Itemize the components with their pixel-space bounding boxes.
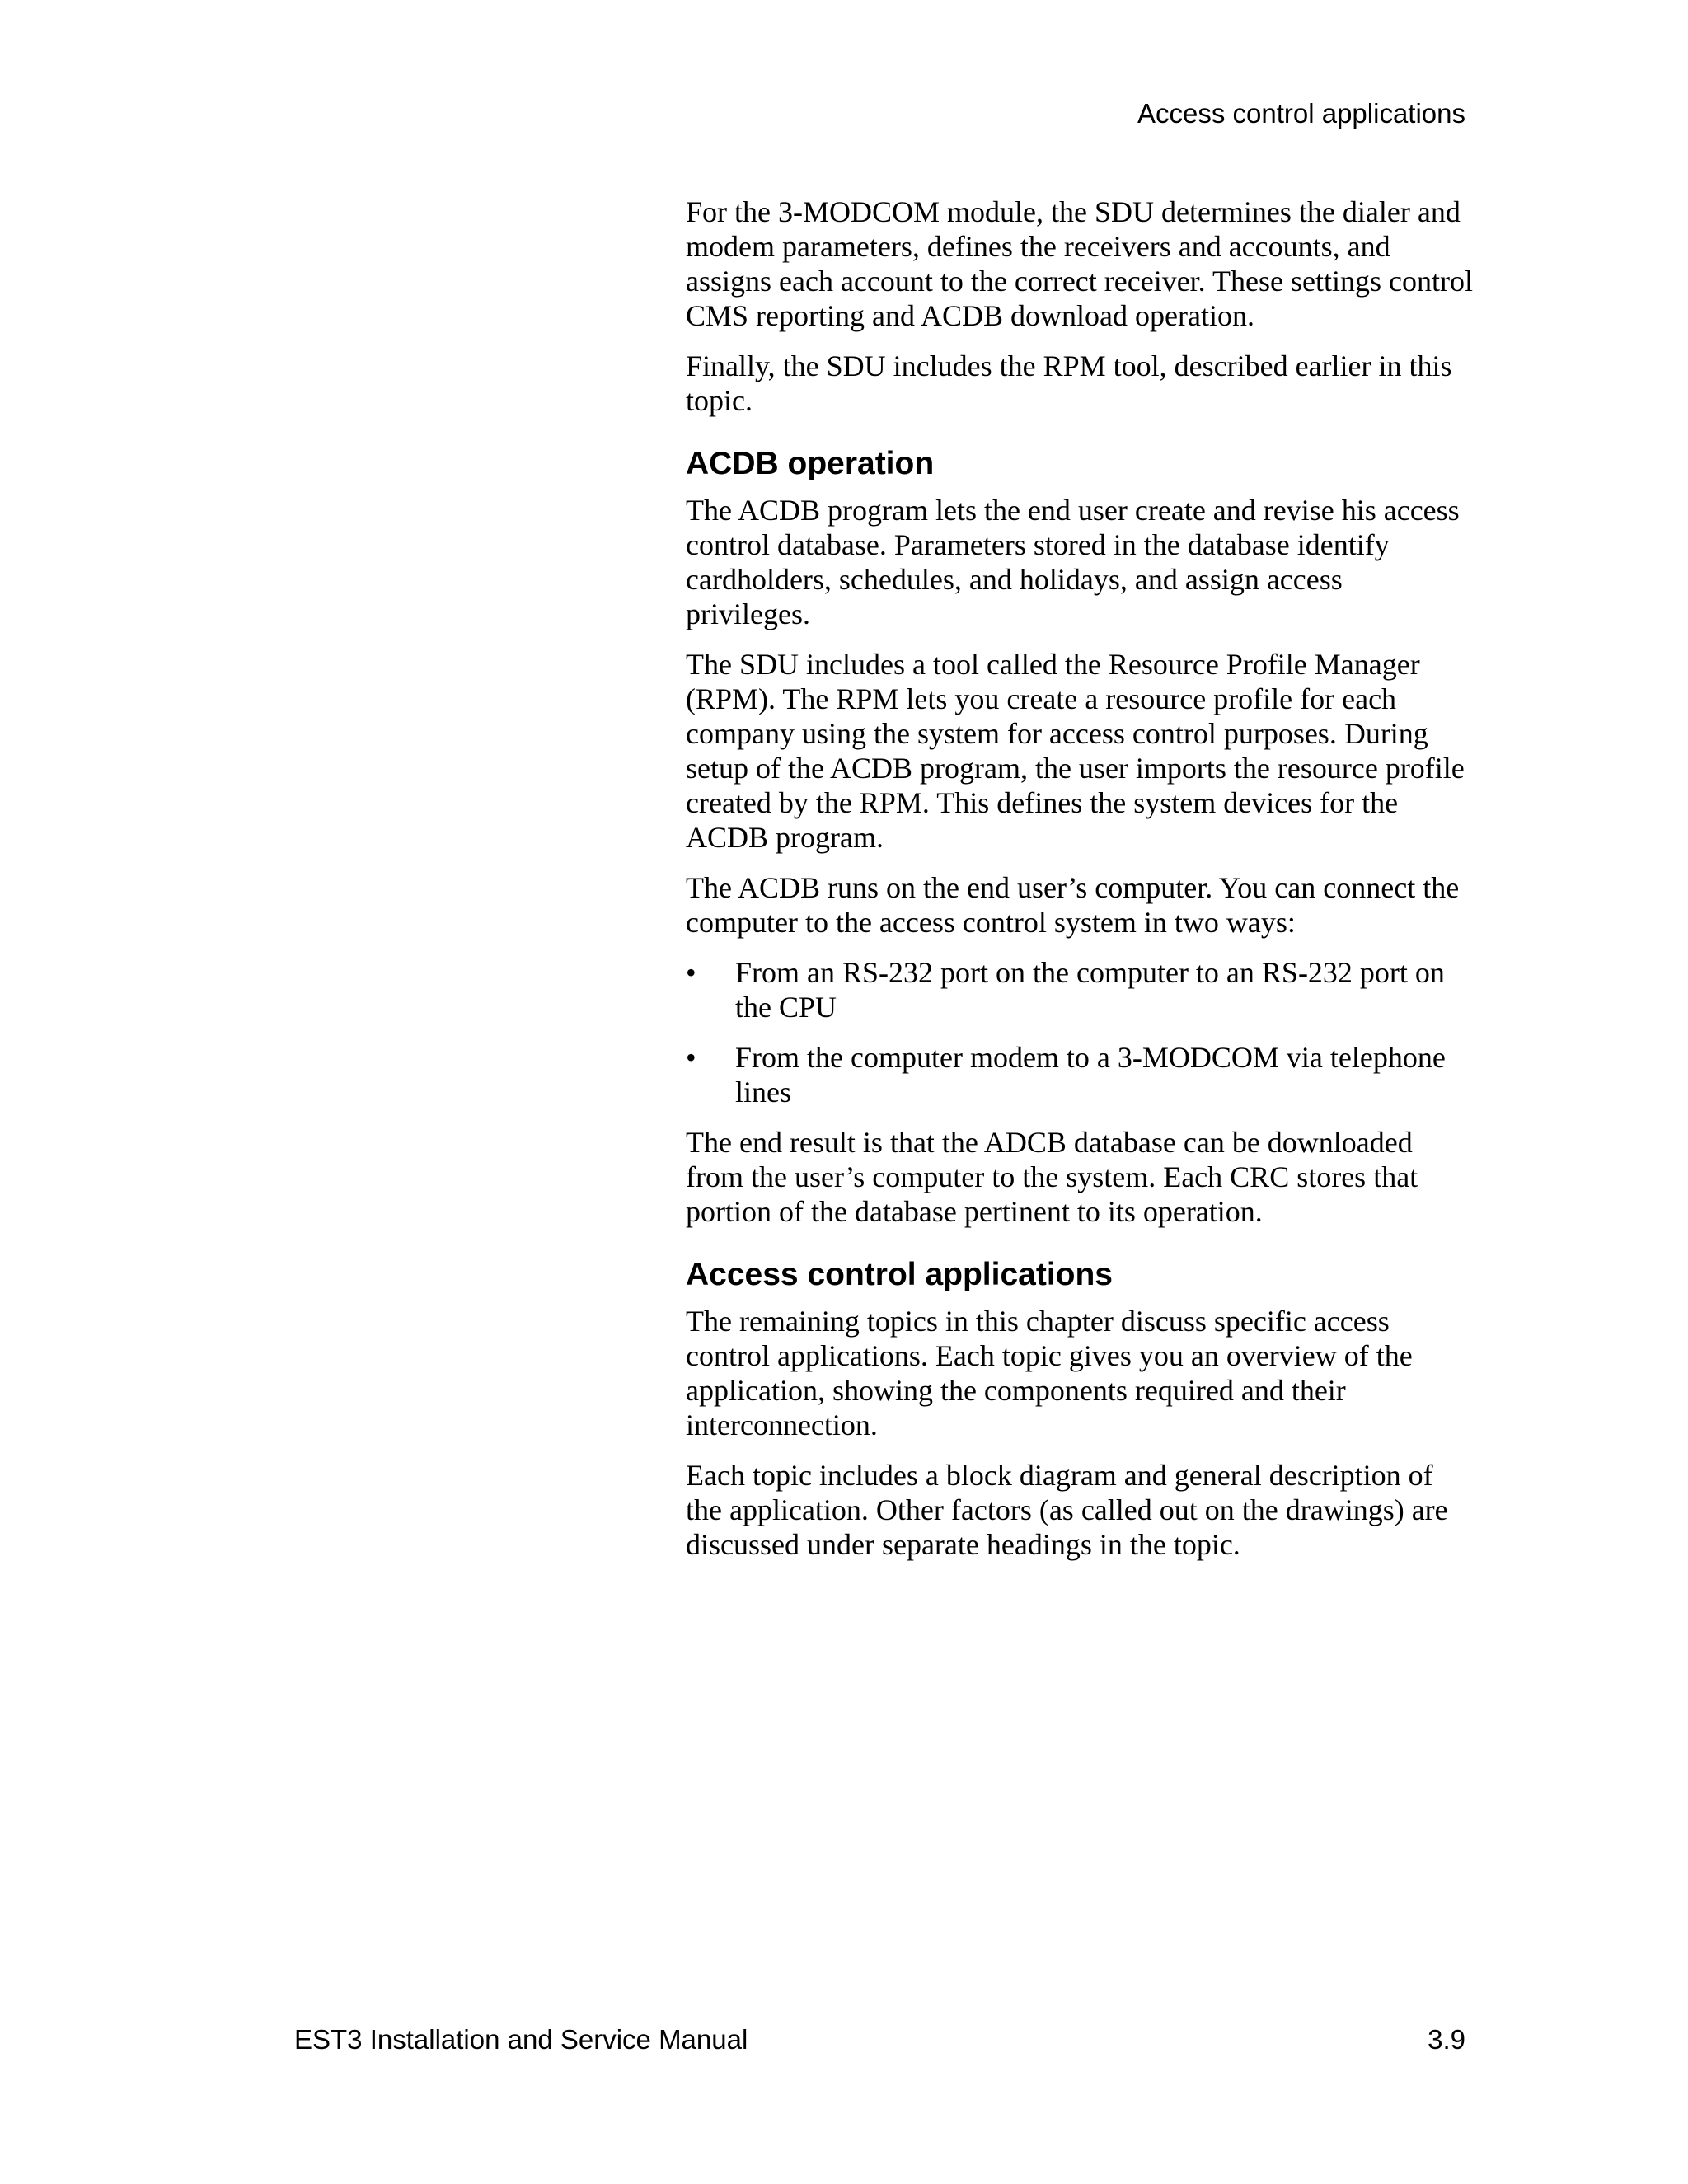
acdb-paragraph-1: The ACDB program lets the end user create and revise his access control database. Parameters stored in the database identify cardholders, schedules, and holidays, and assign access privileges. [686, 494, 1460, 630]
section-heading-access-control-applications: Access control applications [686, 1257, 1113, 1292]
list-item [686, 955, 1473, 1024]
acdb-paragraph-3: The ACDB runs on the end user’s computer. You can connect the computer to the access control system in two ways: [686, 871, 1460, 939]
section-heading-acdb-operation: ACDB operation [686, 446, 935, 481]
page-footer [294, 2023, 1465, 2056]
acdb-paragraph-2: The SDU includes a tool called the Resource Profile Manager (RPM). The RPM lets you create a resource profile for each company using the system for access control purposes. During setup of the ACDB program, the user imports the resource profile created by the RPM. This defines the system devices for the ACDB program. [686, 648, 1465, 854]
intro-paragraph-1: For the 3-MODCOM module, the SDU determines the dialer and modem parameters, defines the receivers and accounts, and assigns each account to the correct receiver. These settings control CMS reporting and ACDB download operation. [686, 195, 1473, 332]
bullet-icon: • [686, 1041, 696, 1074]
bullet-icon: • [686, 956, 696, 989]
running-header: Access control applications [1137, 98, 1465, 129]
list-item-text: From the computer modem to a 3-MODCOM via telephone lines [735, 1041, 1446, 1108]
applications-paragraph-1: The remaining topics in this chapter discuss specific access control applications. Each topic gives you an overview of the application, showing the components required and their interconnection. [686, 1305, 1413, 1441]
intro-paragraph-2: Finally, the SDU includes the RPM tool, described earlier in this topic. [686, 349, 1452, 417]
list-item [686, 1040, 1473, 1109]
list-item-text: From an RS-232 port on the computer to an RS-232 port on the CPU [735, 956, 1445, 1024]
connection-methods-list [686, 955, 1473, 1109]
page-body [686, 194, 1473, 1577]
manual-title: EST3 Installation and Service Manual [294, 2024, 748, 2055]
applications-paragraph-2: Each topic includes a block diagram and general description of the application. Other factors (as called out on the drawings) are discussed under separate headings in the topic. [686, 1459, 1448, 1561]
page-number: 3.9 [1428, 2024, 1465, 2055]
acdb-paragraph-4: The end result is that the ADCB database can be downloaded from the user’s computer to the system. Each CRC stores that portion of the database pertinent to its operation. [686, 1126, 1418, 1228]
